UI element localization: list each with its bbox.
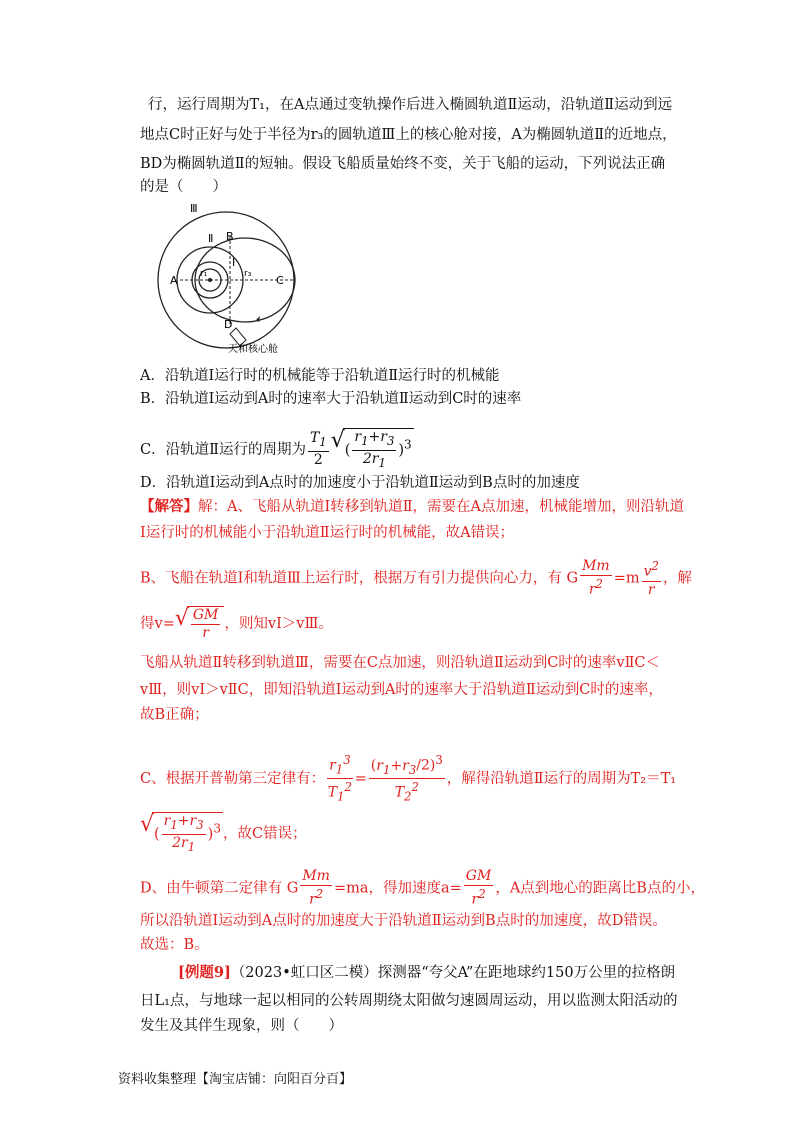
option-c: C．沿轨道Ⅱ运行的周期为 $\frac{T_1}{2}$ √ ( $\frac{r_1+r_3}{2r_1}$ )$^3$ [140,428,412,470]
question-line-1: 行，运行周期为T₁，在A点通过变轨操作后进入椭圆轨道Ⅱ运动，沿轨道Ⅱ运动到远 [148,97,673,113]
label-A: A [170,274,178,287]
question-line-3: BD为椭圆轨道Ⅱ的短轴。假设飞船质量始终不变，关于飞船的运动，下列说法正确 [140,156,666,172]
option-b: B．沿轨道Ⅰ运动到A时的速率大于沿轨道Ⅱ运动到C时的速率 [140,391,522,407]
answer-c-line-1: C、根据开普勒第三定律有： $\frac{r_1^3}{T_1^2}$ = $\frac{(r_1+r_3/2)^3}{T_2^2}$ ，解得沿轨道Ⅱ运行的周期为T₂＝T₁ [140,753,677,804]
answer-a-line-1: 【解答】解：A、飞船从轨道Ⅰ转移到轨道Ⅱ，需要在A点加速，机械能增加，则沿轨道 [140,498,685,515]
answer-choice: 故选：B。 [140,937,209,953]
example9-line-1: [例题9]（2023•虹口区二模）探测器“夸父A”在距地球约150万公里的拉格朗 [178,964,676,981]
footer: 资料收集整理【淘宝店铺：向阳百分百】 [118,1072,353,1087]
label-I: Ⅰ [232,256,236,269]
answer-d-line-2: 所以沿轨道Ⅰ运动到A点时的加速度大于沿轨道Ⅱ运动到B点时的加速度，故D错误。 [140,913,667,929]
question-line-4: 的是（ ） [140,179,227,195]
option-a: A．沿轨道Ⅰ运行时的机械能等于沿轨道Ⅱ运行时的机械能 [140,368,500,384]
orbit-diagram [148,200,308,364]
label-r3: r₃ [244,269,252,279]
label-r1: r₁ [200,269,208,279]
answer-b-line-5: 故B正确； [140,707,209,723]
option-c-prefix: C．沿轨道Ⅱ运行的周期为 [140,441,306,458]
figure-caption: 天和核心舱 [228,344,278,355]
label-C: C [276,274,284,287]
example9-tag: [例题9] [178,964,231,981]
answer-b-line-1: B、飞船在轨道Ⅰ和轨道Ⅲ上运行时，根据万有引力提供向心力，有 G $\frac{Mm}{r^2}$ =m $\frac{v^2}{r}$ ，解 [140,558,692,598]
question-line-2: 地点C时正好与处于半径为r₃的圆轨道Ⅲ上的核心舱对接，A为椭圆轨道Ⅱ的近地点， [140,127,677,143]
answer-b-line-3: 飞船从轨道Ⅱ转移到轨道Ⅲ，需要在C点加速，则沿轨道Ⅱ运动到C时的速率vⅡC＜ [140,655,661,671]
answer-b-line-4: vⅢ，则vⅠ＞vⅡC，即知沿轨道Ⅰ运动到A时的速率大于沿轨道Ⅱ运动到C时的速率， [140,682,663,698]
example9-line-3: 发生及其伴生现象，则（ ） [140,1018,343,1034]
answer-a-line-2: Ⅰ运行时的机械能小于沿轨道Ⅱ运行时的机械能，故A错误； [140,525,515,541]
option-d: D．沿轨道Ⅰ运动到A点时的加速度小于沿轨道Ⅱ运动到B点时的加速度 [140,475,580,491]
answer-d-line-1: D、由牛顿第二定律有 G $\frac{Mm}{r^2}$ =ma，得加速度a= $\frac{GM}{r^2}$ ，A点到地心的距离比B点的小， [140,868,705,908]
example9-line-2: 日L₁点，与地球一起以相同的公转周期绕太阳做匀速圆周运动，用以监测太阳活动的 [140,993,678,1009]
label-III: Ⅲ [190,202,198,215]
answer-c-line-2: √ ( $\frac{r_1+r_3}{2r_1}$ )$^3$ ，故C错误； [140,812,307,854]
answer-b-line-2: 得v= √ $\frac{GM}{r}$ ，则知vⅠ＞vⅢ。 [140,606,333,641]
label-D: D [224,318,233,331]
label-B: B [226,230,234,243]
answer-tag: 【解答】 [140,498,198,515]
label-II: Ⅱ [208,232,214,245]
